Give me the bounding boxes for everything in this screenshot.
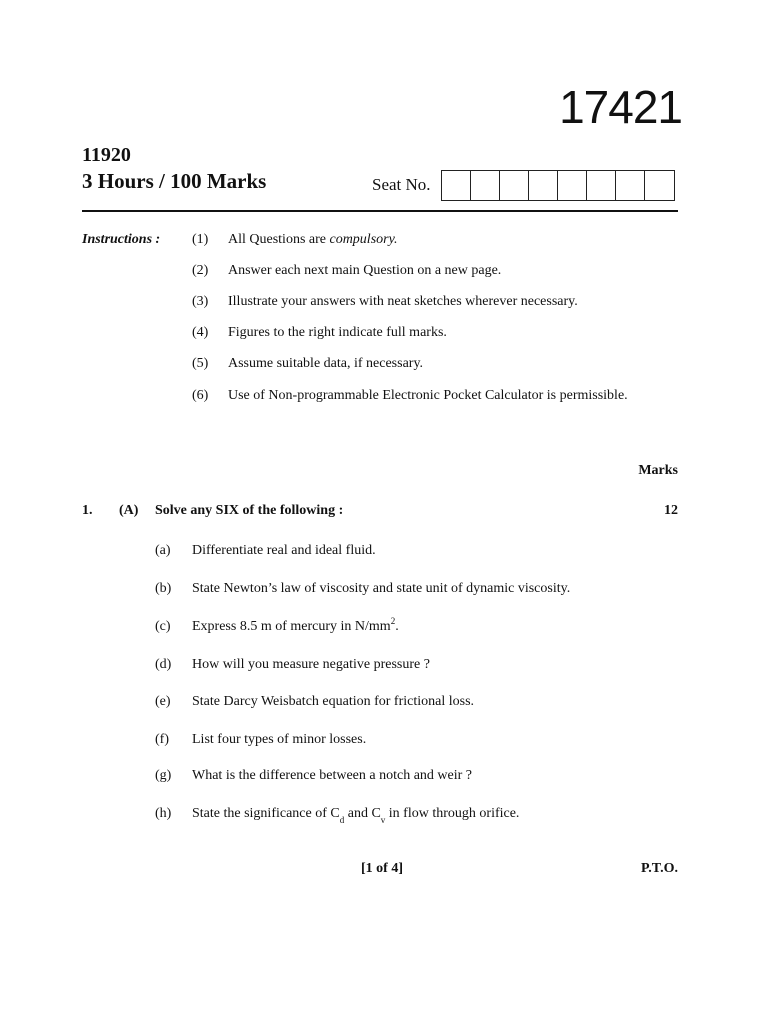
marks-heading: Marks (638, 463, 678, 478)
reference-code: 11920 (82, 144, 131, 166)
sub-question-text-part: in flow through orifice. (385, 806, 520, 821)
sub-question-label: (h) (155, 806, 172, 821)
sub-question-text: State Newton’s law of viscosity and state unit of dynamic viscosity. (192, 581, 571, 596)
sub-question-label: (d) (155, 657, 172, 672)
instruction-text: Use of Non-programmable Electronic Pocket Calculator is permissible. (228, 388, 628, 403)
sub-question-label: (g) (155, 768, 172, 783)
sub-question-text (192, 806, 520, 825)
instruction-text (228, 232, 398, 248)
instruction-text: Figures to the right indicate full marks. (228, 325, 447, 340)
instruction-number: (1) (192, 232, 209, 247)
seat-box (616, 171, 645, 200)
sub-question-label: (c) (155, 619, 171, 634)
sub-question-text: What is the difference between a notch and weir ? (192, 768, 472, 783)
instruction-text-part: All Questions are (228, 232, 330, 247)
seat-box (529, 171, 558, 200)
question-marks: 12 (664, 503, 678, 518)
seat-box (442, 171, 471, 200)
seat-box (645, 171, 674, 200)
instruction-number: (5) (192, 356, 209, 371)
instruction-number: (3) (192, 294, 209, 309)
question-title: Solve any SIX of the following : (155, 503, 344, 518)
seat-box (500, 171, 529, 200)
please-turn-over: P.T.O. (641, 861, 678, 876)
sub-question-text-part: . (395, 619, 399, 634)
instruction-text: Answer each next main Question on a new page. (228, 263, 502, 278)
sub-question-text-part: State the significance of C (192, 806, 340, 821)
sub-question-text-part: and C (344, 806, 381, 821)
seat-number-label: Seat No. (372, 175, 431, 194)
sub-question-label: (a) (155, 543, 171, 558)
duration-marks: 3 Hours / 100 Marks (82, 169, 267, 193)
paper-code: 17421 (559, 81, 682, 133)
subscript: v (380, 815, 386, 825)
instruction-text: Illustrate your answers with neat sketches wherever necessary. (228, 294, 578, 309)
sub-question-text: List four types of minor losses. (192, 732, 367, 747)
page-number: [1 of 4] (361, 861, 403, 876)
sub-question-text: State Darcy Weisbatch equation for frictional loss. (192, 694, 475, 709)
superscript: 2 (390, 616, 396, 626)
seat-number-boxes (441, 170, 675, 201)
sub-question-text: Differentiate real and ideal fluid. (192, 543, 376, 558)
sub-question-label: (e) (155, 694, 171, 709)
instruction-number: (4) (192, 325, 209, 340)
instruction-number: (2) (192, 263, 209, 278)
seat-box (587, 171, 616, 200)
question-number: 1. (82, 503, 93, 518)
instruction-number: (6) (192, 388, 209, 403)
seat-box (558, 171, 587, 200)
instruction-emphasis: compulsory. (329, 232, 398, 247)
subscript: d (339, 815, 345, 825)
sub-question-label: (b) (155, 581, 172, 596)
sub-question-text-part: Express 8.5 m of mercury in N/mm (192, 619, 391, 634)
seat-box (471, 171, 500, 200)
instructions-label: Instructions : (82, 232, 161, 247)
sub-question-text: How will you measure negative pressure ? (192, 657, 430, 672)
sub-question-text (192, 616, 399, 635)
sub-question-label: (f) (155, 732, 169, 747)
instruction-text: Assume suitable data, if necessary. (228, 356, 424, 371)
question-part: (A) (119, 503, 139, 518)
header-divider (82, 210, 678, 212)
